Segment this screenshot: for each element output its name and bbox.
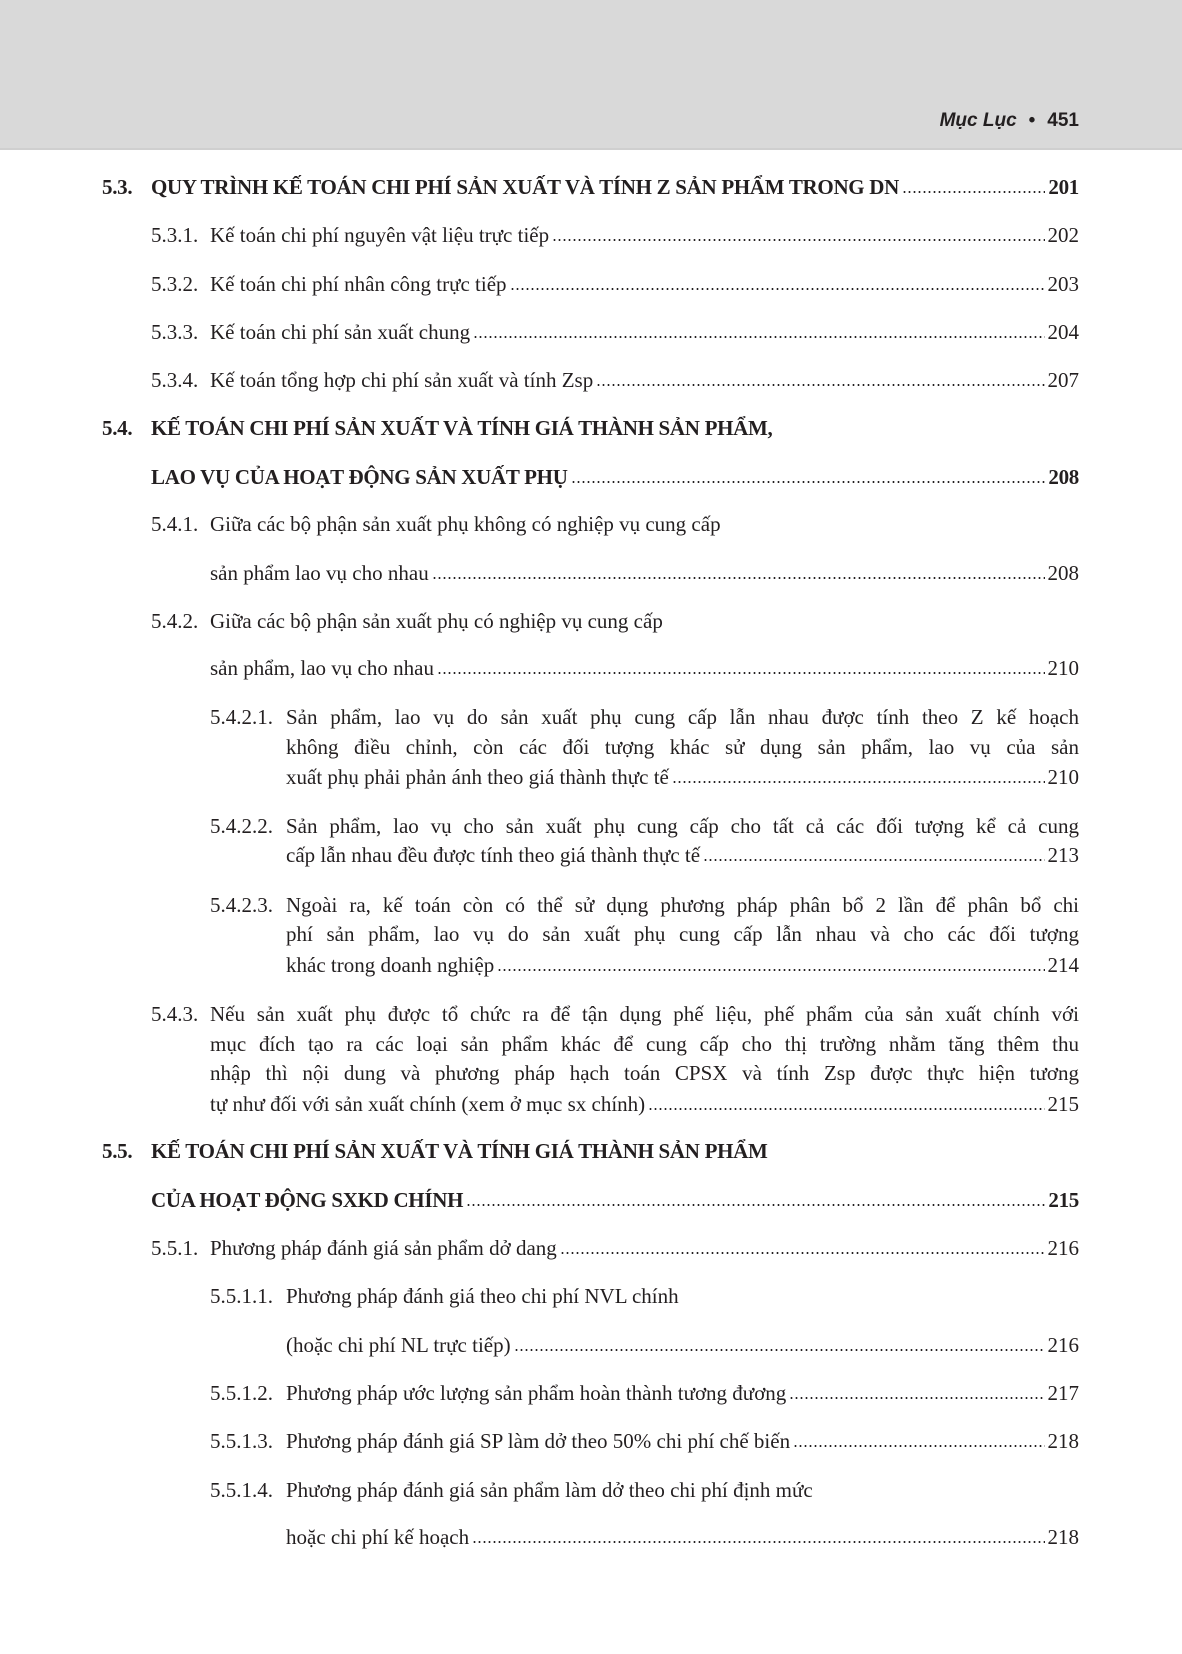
toc-entry-link[interactable] xyxy=(151,463,1079,491)
dot-leader xyxy=(793,1444,1044,1448)
toc-entry-number: 5.4.3. xyxy=(151,1002,199,1026)
toc-page-number: 215 xyxy=(1047,1092,1079,1116)
toc-page-number: 204 xyxy=(1047,320,1079,344)
toc-page-number: 216 xyxy=(1047,1236,1079,1260)
toc-entry-number: 5.5.1. xyxy=(151,1236,199,1260)
toc-page-number: 217 xyxy=(1047,1381,1079,1405)
toc-entry-title: mục đích tạo ra các loại sản phẩm khác để cung cấp cho thị trường nhằm tăng thêm thu xyxy=(210,1032,1079,1056)
toc-entry-title: Giữa các bộ phận sản xuất phụ không có nghiệp vụ cung cấp xyxy=(210,512,721,536)
toc-entry-number: 5.3.2. xyxy=(151,272,199,296)
toc-entry-line xyxy=(286,703,1079,731)
toc-page-number: 203 xyxy=(1047,272,1079,296)
toc-entry-number: 5.5.1.1. xyxy=(210,1284,273,1308)
toc-entry-link[interactable] xyxy=(151,1186,1079,1214)
toc-page-number: 208 xyxy=(1047,561,1079,585)
toc-entry-line xyxy=(286,1282,1079,1310)
toc-page-number: 202 xyxy=(1047,223,1079,247)
dot-leader xyxy=(437,671,1045,675)
dot-leader xyxy=(596,383,1044,387)
toc-entry-link[interactable] xyxy=(210,559,1079,587)
toc-entry-line xyxy=(151,1137,1079,1165)
toc-entry-title: Phương pháp đánh giá SP làm dở theo 50% chi phí chế biến xyxy=(286,1429,791,1453)
toc-entry-line xyxy=(210,1059,1079,1087)
toc-entry-line xyxy=(286,1476,1079,1504)
dot-leader xyxy=(789,1396,1044,1400)
toc-page-number: 210 xyxy=(1047,656,1079,680)
toc-entry-number: 5.5.1.3. xyxy=(210,1429,273,1453)
toc-entry-number: 5.3.1. xyxy=(151,223,199,247)
dot-leader xyxy=(466,1203,1045,1207)
toc-entry-title: hoặc chi phí kế hoạch xyxy=(286,1525,470,1549)
dot-leader xyxy=(571,480,1046,484)
dot-leader xyxy=(552,238,1044,242)
toc-entry-link[interactable] xyxy=(286,1427,1079,1455)
toc-entry-number: 5.4.2.1. xyxy=(210,705,273,729)
toc-entry-title: không điều chỉnh, còn các đối tượng khác sử dụng sản phẩm, lao vụ của sản xyxy=(286,735,1079,759)
toc-entry-link[interactable] xyxy=(151,173,1079,201)
page-header-band xyxy=(0,0,1182,150)
toc-entry-link[interactable] xyxy=(210,221,1079,249)
toc-entry-title: phí sản phẩm, lao vụ do sản xuất phụ cung cấp lẫn nhau và cho các đối tượng xyxy=(286,922,1079,946)
toc-entry-link[interactable] xyxy=(286,763,1079,791)
toc-entry-number: 5.5.1.4. xyxy=(210,1478,273,1502)
toc-entry-title: cấp lẫn nhau đều được tính theo giá thành thực tế xyxy=(286,843,701,867)
toc-page-number: 218 xyxy=(1047,1429,1079,1453)
toc-entry-title: Phương pháp ước lượng sản phẩm hoàn thành tương đương xyxy=(286,1381,787,1405)
toc-entry-link[interactable] xyxy=(210,270,1079,298)
dot-leader xyxy=(432,576,1045,580)
toc-entry-title: Kế toán chi phí nguyên vật liệu trực tiếp xyxy=(210,223,550,247)
separator-bullet: • xyxy=(1028,110,1036,131)
toc-entry-line xyxy=(210,1000,1079,1028)
toc-entry-title: xuất phụ phải phản ánh theo giá thành thực tế xyxy=(286,765,669,789)
toc-entry-title: nhập thì nội dung và phương pháp hạch toán CPSX và tính Zsp được thực hiện tương xyxy=(210,1061,1079,1085)
toc-entry-title: Kế toán chi phí nhân công trực tiếp xyxy=(210,272,507,296)
dot-leader xyxy=(902,190,1045,194)
dot-leader xyxy=(472,1540,1044,1544)
toc-entry-title: Ngoài ra, kế toán còn có thể sử dụng phương pháp phân bổ 2 lần để phân bổ chi xyxy=(286,893,1079,917)
toc-entry-title: sản phẩm lao vụ cho nhau xyxy=(210,561,429,585)
dot-leader xyxy=(514,1348,1045,1352)
toc-entry-number: 5.4. xyxy=(102,416,133,440)
toc-entry-title: (hoặc chi phí NL trực tiếp) xyxy=(286,1333,511,1357)
toc-page-number: 218 xyxy=(1047,1525,1079,1549)
toc-entry-line xyxy=(210,607,1079,635)
toc-entry-link[interactable] xyxy=(210,1234,1079,1262)
toc-entry-link[interactable] xyxy=(286,951,1079,979)
toc-entry-link[interactable] xyxy=(286,1523,1079,1551)
toc-entry-number: 5.4.1. xyxy=(151,512,199,536)
toc-entry-title: CỦA HOẠT ĐỘNG SXKD CHÍNH xyxy=(151,1188,464,1212)
toc-entry-line xyxy=(286,733,1079,761)
toc-entry-number: 5.3.3. xyxy=(151,320,199,344)
toc-entry-title: Phương pháp đánh giá sản phẩm dở dang xyxy=(210,1236,557,1260)
dot-leader xyxy=(560,1251,1045,1255)
toc-entry-link[interactable] xyxy=(286,841,1079,869)
toc-entry-number: 5.3.4. xyxy=(151,368,199,392)
toc-entry-line xyxy=(286,920,1079,948)
toc-page-number: 208 xyxy=(1048,465,1079,489)
toc-entry-title: tự như đối với sản xuất chính (xem ở mục sx chính) xyxy=(210,1092,646,1116)
toc-entry-title: Phương pháp đánh giá sản phẩm làm dở theo chi phí định mức xyxy=(286,1478,813,1502)
toc-page-number: 214 xyxy=(1047,953,1079,977)
toc-entry-number: 5.5. xyxy=(102,1139,133,1163)
toc-entry-title: Kế toán tổng hợp chi phí sản xuất và tính Zsp xyxy=(210,368,594,392)
toc-entry-link[interactable] xyxy=(210,366,1079,394)
toc-entry-number: 5.3. xyxy=(102,175,133,199)
running-header xyxy=(940,110,1079,132)
toc-entry-link[interactable] xyxy=(286,1379,1079,1407)
toc-entry-title: Sản phẩm, lao vụ do sản xuất phụ cung cấp lẫn nhau được tính theo Z kế hoạch xyxy=(286,705,1079,729)
toc-entry-line xyxy=(286,812,1079,840)
toc-entry-title: KẾ TOÁN CHI PHÍ SẢN XUẤT VÀ TÍNH GIÁ THÀNH SẢN PHẨM, xyxy=(151,416,773,440)
toc-entry-title: khác trong doanh nghiệp xyxy=(286,953,495,977)
toc-entry-line xyxy=(151,414,1079,442)
toc-entry-number: 5.4.2. xyxy=(151,609,199,633)
toc-entry-line xyxy=(286,891,1079,919)
toc-entry-title: Giữa các bộ phận sản xuất phụ có nghiệp vụ cung cấp xyxy=(210,609,663,633)
toc-entry-number: 5.4.2.2. xyxy=(210,814,273,838)
toc-page-number: 213 xyxy=(1047,843,1079,867)
toc-entry-number: 5.4.2.3. xyxy=(210,893,273,917)
toc-entry-title: Nếu sản xuất phụ được tổ chức ra để tận dụng phế liệu, phế phẩm của sản xuất chính với xyxy=(210,1002,1079,1026)
toc-page-number: 210 xyxy=(1047,765,1079,789)
dot-leader xyxy=(648,1107,1044,1111)
running-header-section: Mục Lục xyxy=(939,110,1017,131)
toc-page-number: 215 xyxy=(1048,1188,1079,1212)
dot-leader xyxy=(672,780,1045,784)
toc-page-number: 207 xyxy=(1047,368,1079,392)
toc-entry-line xyxy=(210,1030,1079,1058)
toc-page-number: 216 xyxy=(1047,1333,1079,1357)
toc-entry-link[interactable] xyxy=(210,654,1079,682)
dot-leader xyxy=(473,335,1044,339)
toc-entry-link[interactable] xyxy=(210,1090,1079,1118)
toc-entry-title: KẾ TOÁN CHI PHÍ SẢN XUẤT VÀ TÍNH GIÁ THÀNH SẢN PHẨM xyxy=(151,1139,768,1163)
toc-entry-title: QUY TRÌNH KẾ TOÁN CHI PHÍ SẢN XUẤT VÀ TÍNH Z SẢN PHẨM TRONG DN xyxy=(151,175,900,199)
toc-entry-title: LAO VỤ CỦA HOẠT ĐỘNG SẢN XUẤT PHỤ xyxy=(151,465,568,489)
toc-entry-link[interactable] xyxy=(210,318,1079,346)
page-number: 451 xyxy=(1047,110,1079,131)
dot-leader xyxy=(510,287,1045,291)
toc-entry-title: Phương pháp đánh giá theo chi phí NVL chính xyxy=(286,1284,679,1308)
toc-entry-number: 5.5.1.2. xyxy=(210,1381,273,1405)
dot-leader xyxy=(703,858,1044,862)
toc-entry-line xyxy=(210,510,1079,538)
toc-entry-title: Kế toán chi phí sản xuất chung xyxy=(210,320,471,344)
toc-entry-link[interactable] xyxy=(286,1331,1079,1359)
toc-entry-title: Sản phẩm, lao vụ cho sản xuất phụ cung cấp cho tất cả các đối tượng kể cả cung xyxy=(286,814,1079,838)
toc-page-number: 201 xyxy=(1048,175,1079,199)
toc-entry-title: sản phẩm, lao vụ cho nhau xyxy=(210,656,434,680)
dot-leader xyxy=(497,968,1044,972)
